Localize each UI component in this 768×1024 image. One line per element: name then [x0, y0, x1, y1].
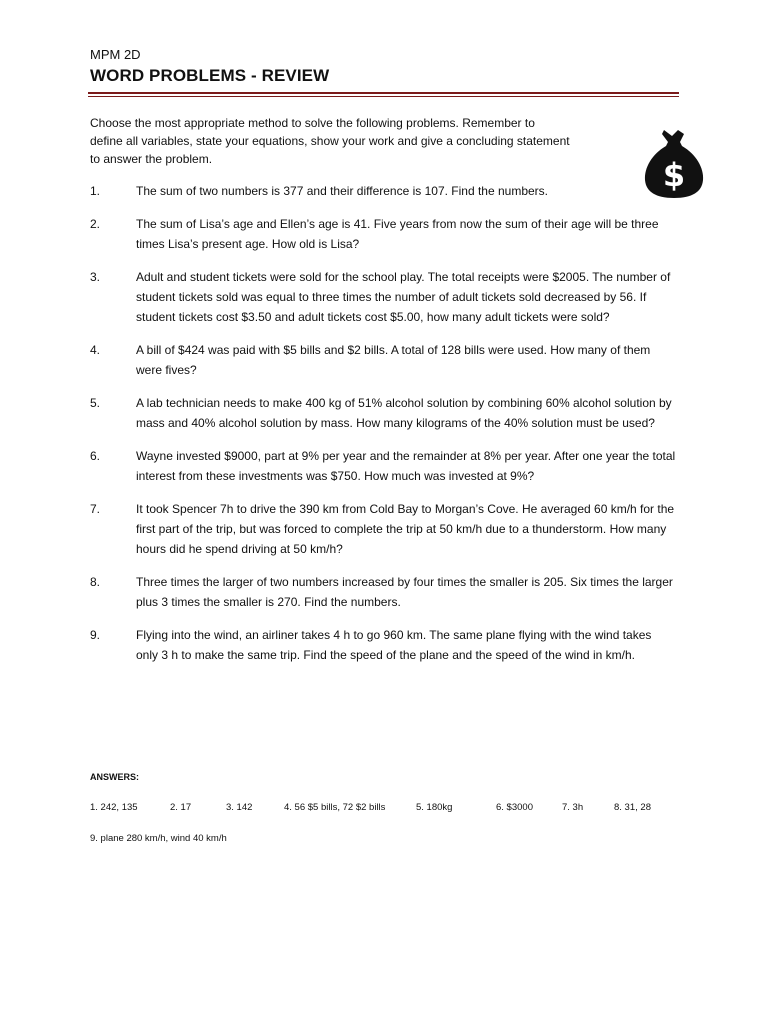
problem-item: [90, 267, 680, 327]
dollar-sign-glyph: $: [662, 156, 686, 194]
problem-text: It took Spencer 7h to drive the 390 km from Cold Bay to Morgan’s Cove. He averaged 60 km/h for the first part of the trip, but was forced to complete the trip at 50 km/h due to a thunderstorm. How many hours did he spend driving at 50 km/h?: [136, 502, 675, 556]
problem-text: The sum of two numbers is 377 and their difference is 107. Find the numbers.: [136, 184, 548, 198]
answer-item: 6. $3000: [496, 802, 533, 813]
answer-item: 5. 180kg: [416, 802, 453, 813]
problem-item: [90, 499, 680, 559]
answer-item: 2. 17: [170, 802, 192, 813]
problem-item: [90, 572, 680, 612]
answer-item: 8. 31, 28: [614, 802, 651, 813]
problem-item: [90, 340, 680, 380]
problem-number: 8.: [90, 575, 101, 589]
answer-item: 1. 242, 135: [90, 802, 138, 813]
problem-number: 7.: [90, 502, 101, 516]
problem-item: [90, 625, 680, 665]
problem-text: A bill of $424 was paid with $5 bills and $2 bills. A total of 128 bills were used. How many of them were fives?: [136, 343, 651, 377]
problem-item: [90, 214, 680, 254]
instructions-line: to answer the problem.: [90, 152, 213, 166]
header-divider-thick: [88, 92, 679, 94]
header-divider-thin: [88, 96, 679, 97]
problem-item: [90, 446, 680, 486]
answer-item: 3. 142: [226, 802, 253, 813]
instructions-line: Choose the most appropriate method to solve the following problems. Remember to: [90, 116, 535, 130]
answer-item: 4. 56 $5 bills, 72 $2 bills: [284, 802, 386, 813]
problem-number: 3.: [90, 270, 101, 284]
instructions: [90, 114, 610, 168]
page-title: WORD PROBLEMS - REVIEW: [90, 66, 330, 85]
problem-number: 2.: [90, 217, 101, 231]
instructions-line: define all variables, state your equations, show your work and give a concluding statement: [90, 134, 570, 148]
problem-item: [90, 393, 680, 433]
problem-list: [90, 181, 680, 678]
problem-text: Adult and student tickets were sold for the school play. The total receipts were $2005. The number of student tickets sold was equal to three times the number of adult tickets sold decreased by 56. If student tickets cost $3.50 and adult tickets cost $5.00, how many adult tickets were sold?: [136, 270, 671, 324]
problem-number: 5.: [90, 396, 101, 410]
problem-number: 9.: [90, 628, 101, 642]
answer-item: 9. plane 280 km/h, wind 40 km/h: [90, 833, 227, 844]
problem-number: 4.: [90, 343, 101, 357]
problem-number: 1.: [90, 184, 101, 198]
problem-item: [90, 181, 680, 201]
problem-text: Three times the larger of two numbers increased by four times the smaller is 205. Six times the larger plus 3 times the smaller is 270. Find the numbers.: [136, 575, 673, 609]
problem-text: Flying into the wind, an airliner takes 4 h to go 960 km. The same plane flying with the wind takes only 3 h to make the same trip. Find the speed of the plane and the speed of the wind in km/h.: [136, 628, 652, 662]
problem-text: A lab technician needs to make 400 kg of 51% alcohol solution by combining 60% alcohol solution by mass and 40% alcohol solution by mass. How many kilograms of the 40% solution must be used?: [136, 396, 672, 430]
problem-number: 6.: [90, 449, 101, 463]
problem-text: Wayne invested $9000, part at 9% per year and the remainder at 8% per year. After one year the total interest from these investments was $750. How much was invested at 9%?: [136, 449, 676, 483]
answers-heading: ANSWERS:: [90, 772, 139, 782]
problem-text: The sum of Lisa’s age and Ellen’s age is 41. Five years from now the sum of their age will be three times Lisa’s present age. How old is Lisa?: [136, 217, 659, 251]
course-code: MPM 2D: [90, 47, 141, 62]
answer-item: 7. 3h: [562, 802, 584, 813]
